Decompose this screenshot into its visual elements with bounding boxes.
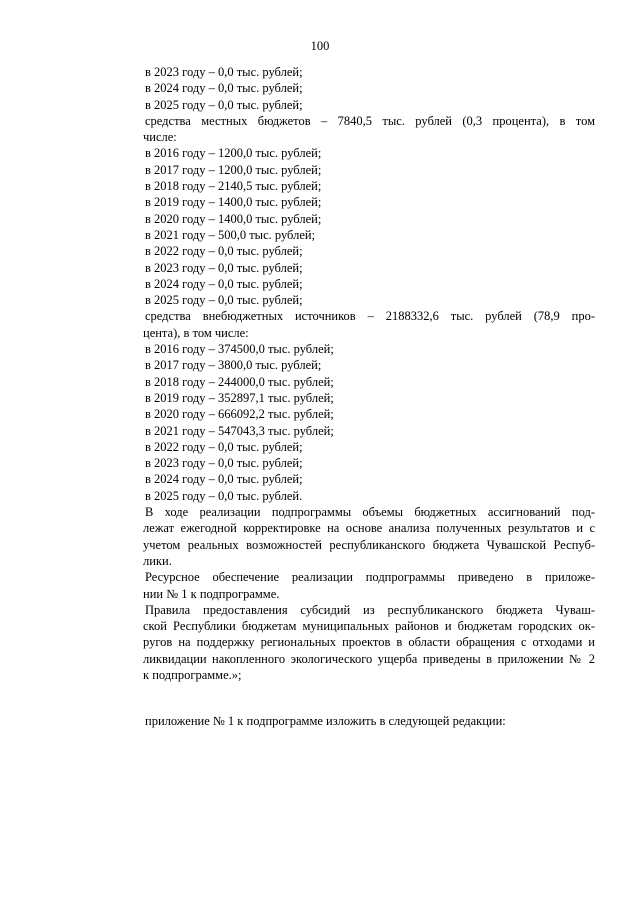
- body-text: [145, 64, 595, 730]
- text-line: в 2024 году – 0,0 тыс. рублей;: [145, 81, 303, 96]
- text-line: ликвидации накопленного экологического ущерба приведены в приложении № 2: [143, 651, 595, 666]
- text-line: Ресурсное обеспечение реализации подпрограммы приведено в приложе-: [145, 570, 595, 585]
- text-line: в 2024 году – 0,0 тыс. рублей;: [145, 276, 303, 291]
- text-line: лики.: [143, 553, 172, 568]
- text-line: цента), в том числе:: [143, 325, 249, 340]
- text-line: в 2023 году – 0,0 тыс. рублей;: [145, 65, 303, 79]
- text-line: в 2022 году – 0,0 тыс. рублей;: [145, 439, 303, 454]
- text-line: в 2025 году – 0,0 тыс. рублей;: [145, 293, 303, 308]
- text-line: в 2025 году – 0,0 тыс. рублей;: [145, 97, 303, 112]
- text-line: в 2025 году – 0,0 тыс. рублей.: [145, 488, 303, 503]
- text-line: в 2020 году – 1400,0 тыс. рублей;: [145, 211, 322, 226]
- text-line: в 2018 году – 244000,0 тыс. рублей;: [145, 374, 334, 389]
- text-line: средства внебюджетных источников – 2188332,6 тыс. рублей (78,9 про-: [145, 309, 595, 324]
- text-line: в 2017 году – 3800,0 тыс. рублей;: [145, 358, 322, 373]
- text-line: приложение № 1 к подпрограмме изложить в следующей редакции:: [145, 714, 506, 729]
- page-number: 100: [310, 39, 330, 53]
- text-line: в 2023 году – 0,0 тыс. рублей;: [145, 456, 303, 471]
- text-line: в 2021 году – 547043,3 тыс. рублей;: [145, 423, 334, 438]
- text-line: В ходе реализации подпрограммы объемы бюджетных ассигнований под-: [145, 505, 595, 520]
- text-line: числе:: [143, 130, 177, 145]
- text-line: в 2016 году – 1200,0 тыс. рублей;: [145, 146, 322, 161]
- text-line: в 2019 году – 352897,1 тыс. рублей;: [145, 390, 334, 405]
- text-line: в 2020 году – 666092,2 тыс. рублей;: [145, 407, 334, 422]
- text-line: Правила предоставления субсидий из республиканского бюджета Чуваш-: [145, 602, 595, 617]
- text-line: в 2022 году – 0,0 тыс. рублей;: [145, 244, 303, 259]
- text-line: в 2016 году – 374500,0 тыс. рублей;: [145, 342, 334, 357]
- blank-line: [145, 683, 595, 713]
- text-line: ской Республики бюджетам муниципальных районов и бюджетам городских ок-: [143, 619, 595, 634]
- text-line: к подпрограмме.»;: [143, 667, 242, 682]
- text-line: в 2019 году – 1400,0 тыс. рублей;: [145, 195, 322, 210]
- text-line: лежат ежегодной корректировке на основе анализа полученных результатов и с: [143, 521, 595, 536]
- text-line: в 2018 году – 2140,5 тыс. рублей;: [145, 179, 322, 194]
- text-line: ругов на поддержку региональных проектов в области обращения с отходами и: [143, 635, 595, 650]
- text-line: учетом реальных возможностей республиканского бюджета Чувашской Респуб-: [143, 537, 595, 552]
- text-line: в 2023 году – 0,0 тыс. рублей;: [145, 260, 303, 275]
- text-line: в 2017 году – 1200,0 тыс. рублей;: [145, 162, 322, 177]
- text-line: нии № 1 к подпрограмме.: [143, 586, 280, 601]
- text-line: средства местных бюджетов – 7840,5 тыс. рублей (0,3 процента), в том: [145, 113, 595, 128]
- text-line: в 2021 году – 500,0 тыс. рублей;: [145, 227, 316, 242]
- text-line: в 2024 году – 0,0 тыс. рублей;: [145, 472, 303, 487]
